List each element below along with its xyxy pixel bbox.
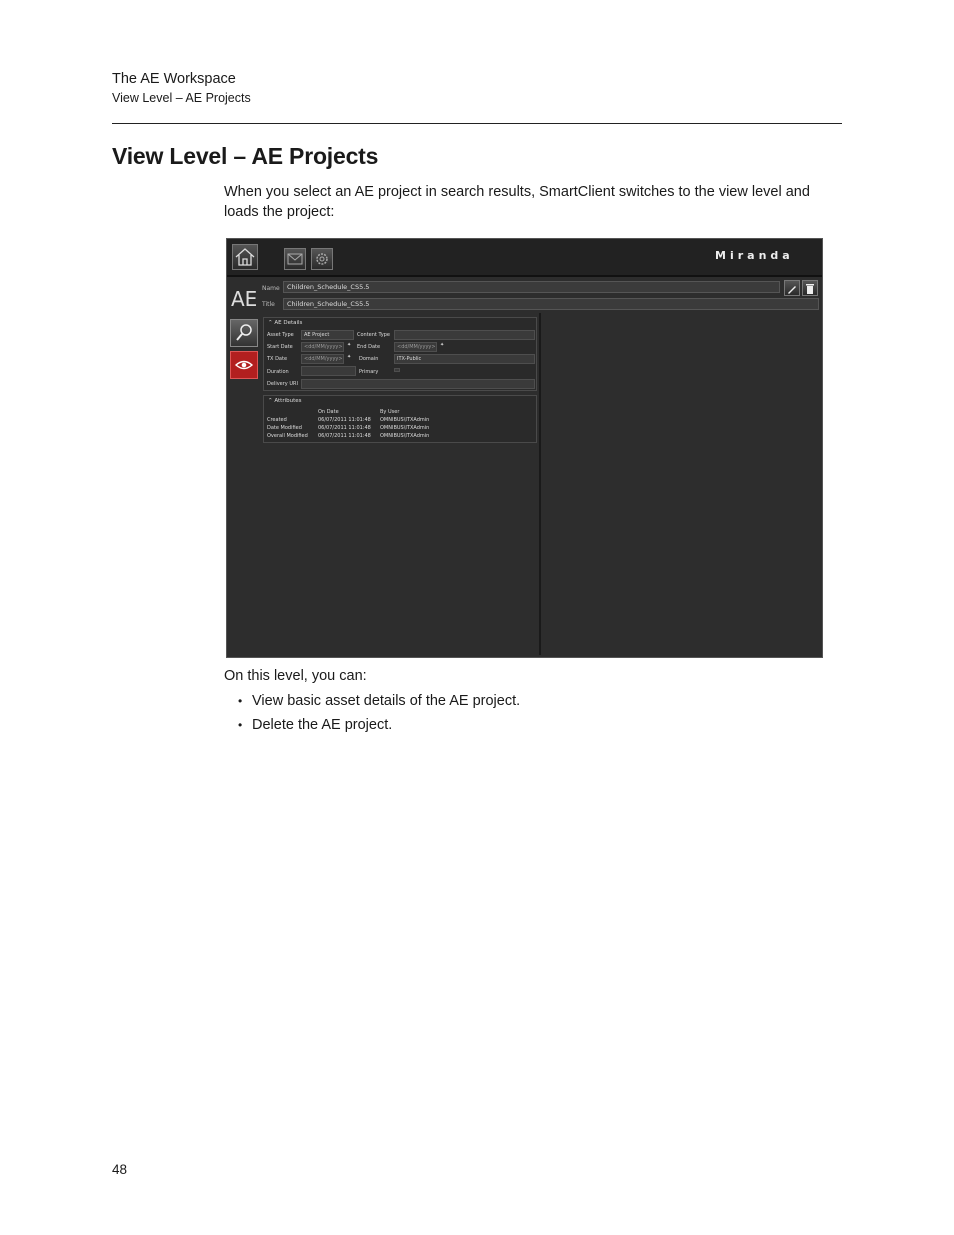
miranda-logo: Miranda [715, 249, 794, 262]
list-item: • View basic asset details of the AE project. [238, 692, 520, 716]
attr-row-label: Overall Modified [267, 433, 308, 439]
content-type-label: Content Type [357, 332, 390, 338]
primary-label: Primary [359, 369, 379, 375]
attr-row-user: OMNIBUS\ITXAdmin [380, 433, 430, 439]
asset-type-field[interactable]: AE Project [301, 330, 354, 340]
tx-date-label: TX Date [267, 356, 288, 362]
intro-paragraph: When you select an AE project in search results, SmartClient switches to the view level and loads the project: [224, 184, 810, 220]
search-icon [231, 320, 257, 346]
trash-icon [803, 282, 817, 296]
capability-list [238, 692, 520, 740]
attr-row-date: 06/07/2011 11:01:48 [318, 425, 371, 431]
end-date-label: End Date [357, 344, 381, 350]
attributes-panel [263, 395, 537, 443]
attr-row-label: Created [267, 417, 287, 423]
collapse-icon[interactable]: ⌃ [268, 320, 275, 326]
mail-button[interactable] [284, 248, 306, 270]
list-item: • Delete the AE project. [238, 716, 520, 740]
mail-icon [285, 249, 305, 269]
attr-row-label: Date Modified [267, 425, 302, 431]
settings-button[interactable] [311, 248, 333, 270]
ae-view-level-screenshot [226, 238, 823, 658]
gear-icon [312, 249, 332, 269]
attributes-title: ⌃ Attributes [268, 398, 302, 404]
asset-type-label: Asset Type [267, 332, 294, 338]
home-icon [233, 245, 257, 269]
name-field[interactable]: Children_Schedule_CS5.5 [283, 281, 780, 293]
tx-date-picker-icon[interactable]: ✦ [347, 354, 352, 360]
name-label: Name [262, 285, 280, 292]
title-label: Title [262, 301, 275, 308]
col-by-user: By User [380, 409, 400, 415]
delivery-uri-label: Delivery URI [267, 381, 298, 387]
pencil-icon [785, 282, 799, 296]
title-field[interactable]: Children_Schedule_CS5.5 [283, 298, 819, 310]
search-side-button[interactable] [230, 319, 258, 347]
attr-row-user: OMNIBUS\ITXAdmin [380, 425, 430, 431]
page-title: View Level – AE Projects [112, 143, 379, 169]
ae-details-panel [263, 317, 537, 391]
page-number: 48 [112, 1162, 128, 1177]
view-side-button[interactable] [230, 351, 258, 379]
primary-checkbox[interactable] [394, 368, 400, 372]
edit-button[interactable] [784, 280, 800, 296]
home-button[interactable] [232, 244, 258, 270]
col-on-date: On Date [318, 409, 339, 415]
ae-details-title: ⌃ AE Details [268, 320, 303, 326]
content-type-field[interactable] [394, 330, 535, 340]
header-rule [112, 123, 842, 124]
delivery-uri-field[interactable] [301, 379, 535, 389]
end-date-picker-icon[interactable]: ✦ [440, 342, 445, 348]
running-header-section: View Level – AE Projects [112, 91, 251, 105]
start-date-picker-icon[interactable]: ✦ [347, 342, 352, 348]
start-date-label: Start Date [267, 344, 293, 350]
start-date-field[interactable]: <dd/MM/yyyy> [301, 342, 344, 352]
tx-date-field[interactable]: <dd/MM/yyyy> [301, 354, 344, 364]
duration-label: Duration [267, 369, 289, 375]
running-header-chapter: The AE Workspace [112, 71, 236, 87]
duration-field[interactable] [301, 366, 356, 376]
end-date-field[interactable]: <dd/MM/yyyy> [394, 342, 437, 352]
eye-icon [231, 352, 257, 378]
collapse-icon[interactable]: ⌃ [268, 398, 275, 404]
on-level-text: On this level, you can: [224, 668, 367, 684]
domain-label: Domain [359, 356, 379, 362]
delete-button[interactable] [802, 280, 818, 296]
pane-splitter[interactable] [539, 313, 541, 655]
ae-type-label: AE [231, 287, 258, 311]
top-toolbar [227, 239, 822, 277]
attr-row-date: 06/07/2011 11:01:48 [318, 417, 371, 423]
attr-row-user: OMNIBUS\ITXAdmin [380, 417, 430, 423]
domain-field[interactable]: ITX-Public [394, 354, 535, 364]
attr-row-date: 06/07/2011 11:01:48 [318, 433, 371, 439]
